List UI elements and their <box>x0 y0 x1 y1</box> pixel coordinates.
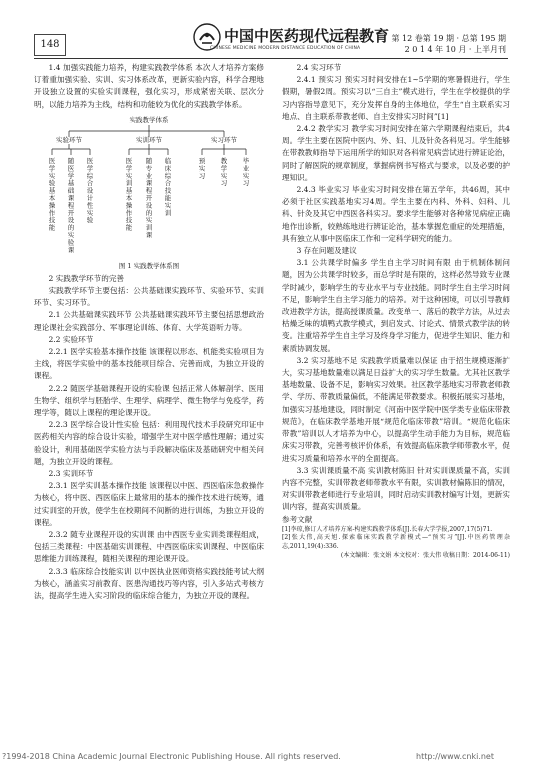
section-2-2-1: 2.2.1 医学实验基本操作技能 该课程以形态、机能类实验项目为主线，将医学实验中的基本技能项目综合、完善而成，为独立开设的课程。 <box>34 347 264 381</box>
journal-subtitle: CHINESE MEDICINE MODERN DISTANCE EDUCATION OF CHINA <box>210 46 361 51</box>
copyright-text: ?1994-2018 China Academic Journal Electronic Publishing House. All rights reserved. <box>2 752 341 761</box>
page-header <box>0 0 542 62</box>
source-url: http://www.cnki.net <box>416 752 494 761</box>
issue-info <box>391 33 506 55</box>
section-2-heading: 2 实践教学环节的完善 <box>48 273 125 283</box>
references-title: 参考文献 <box>282 514 313 524</box>
diagram-leaf-label: 医学实验基本操作技能 <box>48 156 56 232</box>
section-2-3-1: 2.3.1 医学实训基本操作技能 该课程以中医、西医临床急救操作为核心，将中医、西医临床上最常用的基本的操作技术进行统筹，通过实训室的开放，使学生在校期间不间断的进行训练，为独立开设的课程。 <box>34 481 264 527</box>
right-column <box>282 62 510 560</box>
section-2-intro: 实践教学环节主要包括：公共基础课实践环节、实验环节、实训环节、实习环节。 <box>34 286 264 308</box>
issue-volume: 第 12 卷第 19 期 · 总第 195 期 <box>391 34 506 43</box>
left-column <box>34 62 264 602</box>
diagram-group-training: 实训环节 <box>136 135 162 144</box>
section-2-4-1: 2.4.1 预实习 预实习时间安排在1~5学期的寒暑假进行，学生假期，暑假2周。预实习以“三自主”模式进行，学生在学校提供的学习内容指导意见下，充分发挥自身的主体地位，学生“自主联系实习地点、自主联系带教老师、自主安排实习时间”[1] <box>282 75 510 121</box>
reference-2: [2]张大伟,高天旭.探索临床实践教学新模式—“预实习”[J].中医药管理杂志,2011,19(4):336. <box>282 534 510 550</box>
diagram-group-experiment: 实验环节 <box>56 135 82 144</box>
section-2-2-2: 2.2.2 随医学基础课程开设的实验课 包括正常人体解剖学、医用生物学、组织学与胚胎学、生理学、病理学、微生物学与免疫学，药理学等，随以上课程的理论课开设。 <box>34 383 264 418</box>
practice-teaching-system-figure <box>34 113 264 259</box>
section-2-4-2: 2.4.2 教学实习 教学实习时间安排在第六学期课程结束后，共4周。学生主要在医院中医内、外、妇、儿及针灸各科见习。学生能够在带教教师指导下运用所学的知识对各科常见病尝试进行辨证论治，同时了解医院的规章制度，掌握病例书写格式与要求，以及必要的护理知识。 <box>282 124 510 182</box>
diagram-leaf-label: 医学综合设计性实验 <box>86 156 94 225</box>
section-2-3-2: 2.3.2 随专业课程开设的实训课 由中西医专业实训类课程组成，包括三类课程：中医基础实训课程、中西医临床实训课程、中医临床思维能力训练课程，随相关课程的理论课开设。 <box>34 530 264 564</box>
diagram-leaf-label: 毕业实习 <box>242 156 250 188</box>
header-rule <box>34 58 508 59</box>
section-2-3-heading: 2.3 实训环节 <box>48 469 94 479</box>
editor-note: (本文编辑：张文娟 本文校对：张大伟 收稿日期：2014-06-11) <box>340 552 510 560</box>
journal-logo <box>192 22 390 56</box>
section-3-3: 3.3 实训课质量不高 实训教材陈旧 针对实训课质量不高，实训内容不完整，实训带教老师带教水平有限，实训教材偏陈旧的情况，对实训带教老师进行专业培训，同时启动实训教材编写计划，更新实训内容，提高实训质量。 <box>282 465 510 512</box>
section-2-2-heading: 2.2 实验环节 <box>48 334 94 344</box>
diagram-leaf-label: 预实习 <box>198 156 206 180</box>
diagram-leaf-label: 临床综合技能实训 <box>164 156 172 217</box>
diagram-leaf-label: 医学实训基本操作技能 <box>125 156 133 232</box>
section-2-2-3: 2.2.3 医学综合设计性实验 包括：利用现代技术手段研究印证中医药相关内容的综合设计实验，增强学生对中医学感性理解；通过实验设计，利用基础医学实验方法与手段解决临床及基础研究中相关问题，为独立开设的课程。 <box>34 420 264 466</box>
section-3-heading: 3 存在问题及建议 <box>296 246 357 256</box>
section-2-1: 2.1 公共基础课实践环节 公共基础课实践环节主要包括思想政治理论课社会实践部分、军事理论训练、体育、大学英语听力等。 <box>34 310 264 332</box>
diagram-root-label: 实践教学体系 <box>129 115 169 124</box>
section-2-4-heading: 2.4 实习环节 <box>296 63 342 72</box>
journal-title: 中国中医药现代远程教育 <box>224 27 390 45</box>
section-3-2: 3.2 实习基地不足 实践教学质量难以保证 由于招生规模逐渐扩大，实习基地数量难以满足日益扩大的实习学生数量。尤其社区教学基地数量、设备不足，影响实习效果。社区教学基地实习带教老师教学、学历、带教质量偏低，不能满足带教要求。积极拓展实习基地，加强实习基地建设，同时制定《河南中医学院中医学类专业临床带教规范》，在临床教学基地开展“规范化临床带教”培训。“规范化临床带教”培训以人才培养为中心，以提高学生动手能力为目标，规范临床实习带教，完善考核评价体系，有效提高临床教学师带教水平，促进实习质量和培养水平的全面提高。 <box>282 355 510 463</box>
page-number: 148 <box>34 34 66 56</box>
hierarchy-diagram <box>34 113 264 259</box>
figure-caption: 图 1 实践教学体系图 <box>118 261 180 270</box>
section-2-3-3: 2.3.3 临床综合技能实训 以中医执业医师资格实践技能考试大纲为核心，涵盖实习前教育、医患沟通技巧等内容，引入多站式考核方法，提高学生进入实习阶段的临床综合能力，为独立开设的课程。 <box>34 566 264 601</box>
diagram-leaf-label: 教学实习 <box>220 156 228 188</box>
section-3-1: 3.1 公共课学时偏多 学生自主学习时间有限 由于机制体制问题，因为公共课学时较多，而总学时是有限的，这样必然导致专业课学时减少，影响学生的专业水平与专业技能。同时学生自主学习时间不足，影响学生自主学习能力的培养。对于这种困境，可以引导教师改进教学方法，提高授课质量。改变单一、落后的教学方法，从过去枯燥乏味的填鸭式教学模式，到启发式、讨论式、情景式教学法的转变。注重培养学生自主学习及终身学习能力，促进学生知识、能力和素质协调发展。 <box>282 258 510 353</box>
issue-date: 2 0 1 4 年 10 月 · 上半月刊 <box>404 45 506 54</box>
reference-1: [1]李琼,修订人才培养方案-构建实践教学体系[J].长春大学学报,2007,17(5)71. <box>282 525 493 533</box>
section-1-4: 1.4 加强实践能力培养，构建实践教学体系 本次人才培养方案修订着重加强实验、实训、实习体系改革，更新实验内容，科学合理地开设独立设置的实验实训课程，强化实习，形成紧密关联、层次分明，以能力培养为主线，结构和功能较为优化的实践教学体系。 <box>34 63 264 109</box>
section-2-4-3: 2.4.3 毕业实习 毕业实习时间安排在第五学年，共46周，其中必须于社区实践基地实习4周。学生主要在内科、外科、妇科、儿科、针灸及其它中西医各科实习。要求学生能够对各种常见病症正确地作出诊断，较熟练地进行辨证论治，基本掌握危重症的处理措施，具有独立从事中医临床工作和一定科学研究的能力。 <box>282 185 510 243</box>
page-footer <box>0 748 542 768</box>
diagram-leaf-label: 随医学基础课程开设的实验课 <box>67 156 75 254</box>
diagram-group-internship: 实习环节 <box>211 135 237 144</box>
diagram-leaf-label: 随专业课程开设的实训课 <box>145 156 153 239</box>
